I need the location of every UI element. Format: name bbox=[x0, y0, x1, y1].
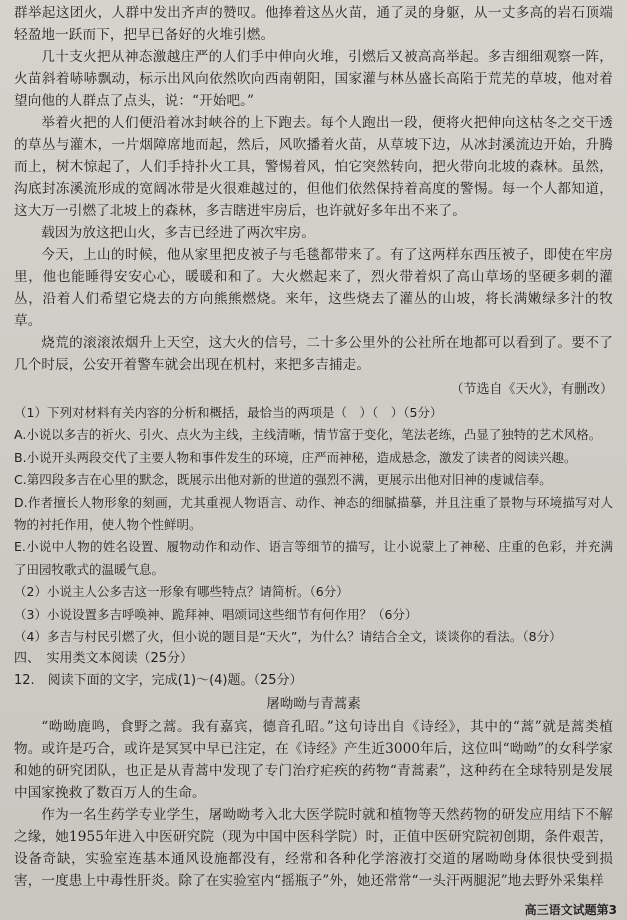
story-source: （节选自《天火》，有删改） bbox=[450, 382, 613, 397]
story-paragraph: 载因为放这把山火，多吉已经进了两次牢房。 bbox=[41, 225, 316, 241]
article-paragraph: 作为一名生药学专业学生，屠呦呦考入北大医学院时就和植物等天然药物的研发应用结下不解之缘，她1955年进入中医研究院（现为中国中医科学院）时，正值中医研究院初创期，条件艰苦，设备奇缺，实验室连基本通风设施都没有，经常和各种化学溶液打交道的屠呦呦身体很快受到损害，一度患上中毒性肝炎。除了在实验室内“摇瓶子”外，她还常常“一头汗两腿泥”地去野外采集样 bbox=[14, 807, 613, 890]
story-paragraph: 今天，上山的时候，他从家里把皮被子与毛毯都带来了。有了这两样东西压被子，即使在牢房里，他也能睡得安安心心，暖暖和和了。大火燃起来了，烈火带着炽了高山草场的坚硬多刺的灌丛，沿着人们希望它烧去的方向熊熊燃烧。来年，这些烧去了灌丛的山坡，将长满嫩绿多汁的牧草。 bbox=[14, 247, 613, 329]
option-item: B.小说开头两段交代了主要人物和事件发生的环境，庄严而神秘，造成悬念，激发了读者的阅读兴趣。 bbox=[14, 449, 577, 465]
option-item: C.第四段多吉在心里的默念，既展示出他对新的世道的强烈不满，更展示出他对旧神的虔诚信奉。 bbox=[14, 472, 552, 488]
question-list bbox=[14, 402, 613, 648]
page-footer: 高三语文试题第3 bbox=[524, 903, 617, 917]
question-item: （3）小说设置多吉呼唤神、跪拜神、唱颂词这些细节有何作用？（6分） bbox=[14, 606, 418, 622]
article-body bbox=[14, 716, 613, 892]
question-item: （4）多吉与村民引燃了火，但小说的题目是“天火”，为什么？请结合全文，谈谈你的看法。（8分） bbox=[14, 629, 562, 645]
story-paragraph: 烧荒的滚滚浓烟升上天空，这大火的信号，二十多公里外的公社所在地都可以看到了。要不了几个时辰，公安开着警车就会出现在机村，来把多吉捕走。 bbox=[14, 335, 613, 373]
option-item: E.小说中人物的姓名设置、履物动作和动作、语言等细节的描写，让小说蒙上了神秘、庄重的色彩，并充满了田园牧歌式的温暖气息。 bbox=[14, 539, 613, 577]
article-paragraph: “呦呦鹿鸣，食野之蒿。我有嘉宾，德音孔昭。”这句诗出自《诗经》，其中的“蒿”就是蒿类植物。或许是巧合，或许是冥冥中早已注定，在《诗经》产生近3000年后，这位叫“呦呦”的女科学家和她的研究团队，也正是从青蒿中发现了专门治疗疟疾的药物“青蒿素”，这种药在全球特别是发展中国家挽救了数百万人的生命。 bbox=[14, 719, 613, 802]
question-item: （1）下列对材料有关内容的分析和概括，最恰当的两项是（ ）（ ）（5分） bbox=[14, 405, 443, 420]
section-task: 12. 阅读下面的文字，完成(1)～(4)题。（25分） bbox=[14, 673, 303, 689]
section-heading: 四、 实用类文本阅读（25分） bbox=[14, 651, 194, 667]
question-item: （2）小说主人公多吉这一形象有哪些特点？请简析。（6分） bbox=[14, 584, 349, 600]
story-paragraph: 举着火把的人们便沿着冰封峡谷的上下跑去。每个人跑出一段，便将火把伸向这枯冬之交干透的草丛与灌木，一片烟障席地而起，然后，风吹播着火苗，从草坡下边，从冰封溪流边开始，升腾而上，树木惊起了，人们手持扑火工具，警惕着风，怕它突然转向，把火带向北坡的森林。虽然，沟底封冻溪流形成的宽阔冰带是火很难越过的，但他们依然保持着高度的警惕。每一个人都知道，这大万一引燃了北坡上的森林，多吉瞎进牢房后，也许就好多年出不来了。 bbox=[14, 115, 613, 219]
story-paragraph: 几十支火把从神态激越庄严的人们手中伸向火堆，引燃后又被高高举起。多吉细细观察一阵，火苗斜着哧哧飘动，标示出风向依然吹向西南朝阳，国家灌与林丛盛长高陷于荒芜的草坡，他对着望向他的人群点了点头，说：“开始吧。” bbox=[14, 49, 613, 109]
story-paragraph: 群举起这团火，人群中发出齐声的赞叹。他捧着这丛火苗，通了灵的身躯，从一丈多高的岩石顶端轻盈地一跃而下，把早已备好的火堆引燃。 bbox=[14, 5, 613, 43]
story-excerpt bbox=[14, 2, 613, 376]
option-item: A.小说以多吉的祈火、引火、点火为主线，主线清晰，情节富于变化，笔法老练，凸显了独特的艺术风格。 bbox=[14, 427, 602, 443]
option-item: D.作者擅长人物形象的刻画，尤其重视人物语言、动作、神态的细腻描摹，并且注重了景物与环境描写对人物的衬托作用，使人物个性鲜明。 bbox=[14, 494, 613, 533]
article-title: 屠呦呦与青蒿素 bbox=[266, 696, 361, 713]
